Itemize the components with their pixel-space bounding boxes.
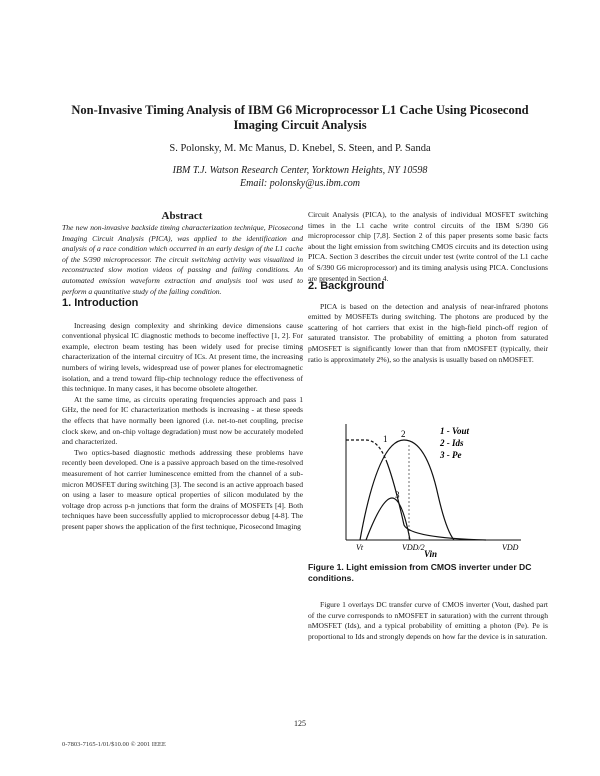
page-number: 125 <box>294 719 306 728</box>
tick-vt: Vt <box>356 543 364 552</box>
vout-dashed-curve <box>346 440 386 460</box>
tick-vdd-half: VDD/2 <box>402 543 425 552</box>
background-paragraph: PICA is based on the detection and analysis of near-infrared photons emitted by MOSFETs during switching. The photons are produced by the scattering of hot carriers that exist in the high-field pinch-off region of saturated transistor. The probability of emitting a photon from saturated pMOSFET is significantly lower than that from nMOSFET (typically, their ratio is approximately 2%), so the analysis is usually based on nMOSFET. <box>308 301 548 364</box>
vout-curve <box>386 460 486 540</box>
curve-label-1: 1 <box>383 434 388 444</box>
abstract-heading: Abstract <box>161 210 203 222</box>
col2-bottom-text: Figure 1 overlays DC transfer curve of CMOS inverter (Vout, dashed part of the curve corresponds to nMOSFET in saturation) with the current through nMOSFET (Ids), and a typical probability of emitting a photon (Pe). Pe is proportional to Ids and strongly depends on how far the device is in saturation. <box>308 600 548 641</box>
paper-title: Non-Invasive Timing Analysis of IBM G6 Microprocessor L1 Cache Using Picosecond Imaging Circuit Analysis <box>71 103 529 132</box>
curve-label-2: 2 <box>401 429 406 439</box>
background-heading: 2. Background <box>308 280 385 292</box>
introduction-heading: 1. Introduction <box>62 297 139 309</box>
legend-ids: 2 - Ids <box>440 438 464 448</box>
figure-1 <box>326 420 538 558</box>
curve-label-3: 3 <box>395 490 400 500</box>
abstract-text: The new non-invasive backside timing characterization technique, Picosecond Imaging Circuit Analysis (PICA), was applied to the identification and analysis of a race condition which occurred in an early design of the L1 cache of the S/390 microprocessor. The circuit switching activity was visualized in reconstructed slow motion videos of passing and failing conditions. An automated emission waveform extraction and analysis tool was used to perform a quantitative study of the failing condition. <box>62 223 303 296</box>
introduction-section <box>62 298 303 532</box>
legend-pe: 3 - Pe <box>440 450 462 460</box>
affiliation: IBM T.J. Watson Research Center, Yorktown Heights, NY 10598 <box>172 165 428 176</box>
legend-vout: 1 - Vout <box>440 426 470 436</box>
tick-vdd: VDD <box>502 543 519 552</box>
intro-paragraph: At the same time, as circuits operating frequencies approach and pass 1 GHz, the need for IC characterization methods is increasing - at these speeds the effects that have normally been ignored (i.e. net-to-net coupling, precise clock skew, and on-chip voltage degradation) must now be accurately modeled and characterized. <box>62 394 303 447</box>
affiliation-block <box>60 165 540 190</box>
intro-paragraph: Increasing design complexity and shrinking device dimensions cause conventional physical IC diagnostic methods to become ineffective [1, 2]. For example, electron beam testing has been widely used for precise timing characterization of the internal circuitry of ICs. At present time, the increasing numbers of wiring levels, widespread use of power planes for electromagnetic isolation, and a trend toward flip-chip technology reduce the effectiveness of this technique. In many cases, it has become obsolete altogether. <box>62 320 303 394</box>
figure-caption: Figure 1. Light emission from CMOS inverter under DC conditions. <box>308 562 532 583</box>
intro-paragraph: Two optics-based diagnostic methods addressing these problems have recently been developed. One is a passive approach based on the time-resolved measurement of hot carrier luminescence emitted from the channel of a sub-micron MOSFET during switching [3]. The second is an active approach based on using a laser to measure optical properties of silicon modulated by the voltage drop across p-n junctions that form the drains of MOSFETs [4]. Both techniques have been successfully applied to microprocessor debug [4-8]. The present paper shows the application of the first technique, Picosecond Imaging <box>62 447 303 531</box>
email: Email: polonsky@us.ibm.com <box>239 177 360 189</box>
x-axis-label: Vin <box>424 549 438 558</box>
background-section <box>308 281 548 365</box>
footer-copyright: 0-7803-7165-1/01/$10.00 © 2001 IEEE <box>62 741 166 748</box>
authors: S. Polonsky, M. Mc Manus, D. Knebel, S. Steen, and P. Sanda <box>169 143 431 154</box>
col2-top-text: Circuit Analysis (PICA), to the analysis of individual MOSFET switching times in the L1 cache write control circuits of the IBM S/390 G6 microprocessor chip [7,8]. Section 2 of this paper presents some basic facts about the light emission from switching CMOS circuits and its detection using PICA. Section 3 describes the circuit under test (write control of the L1 cache of S/390 G6 microprocessor) and its timing analysis using PICA. Conclusions are presented in Section 4. <box>308 210 548 283</box>
pe-curve <box>366 498 410 540</box>
